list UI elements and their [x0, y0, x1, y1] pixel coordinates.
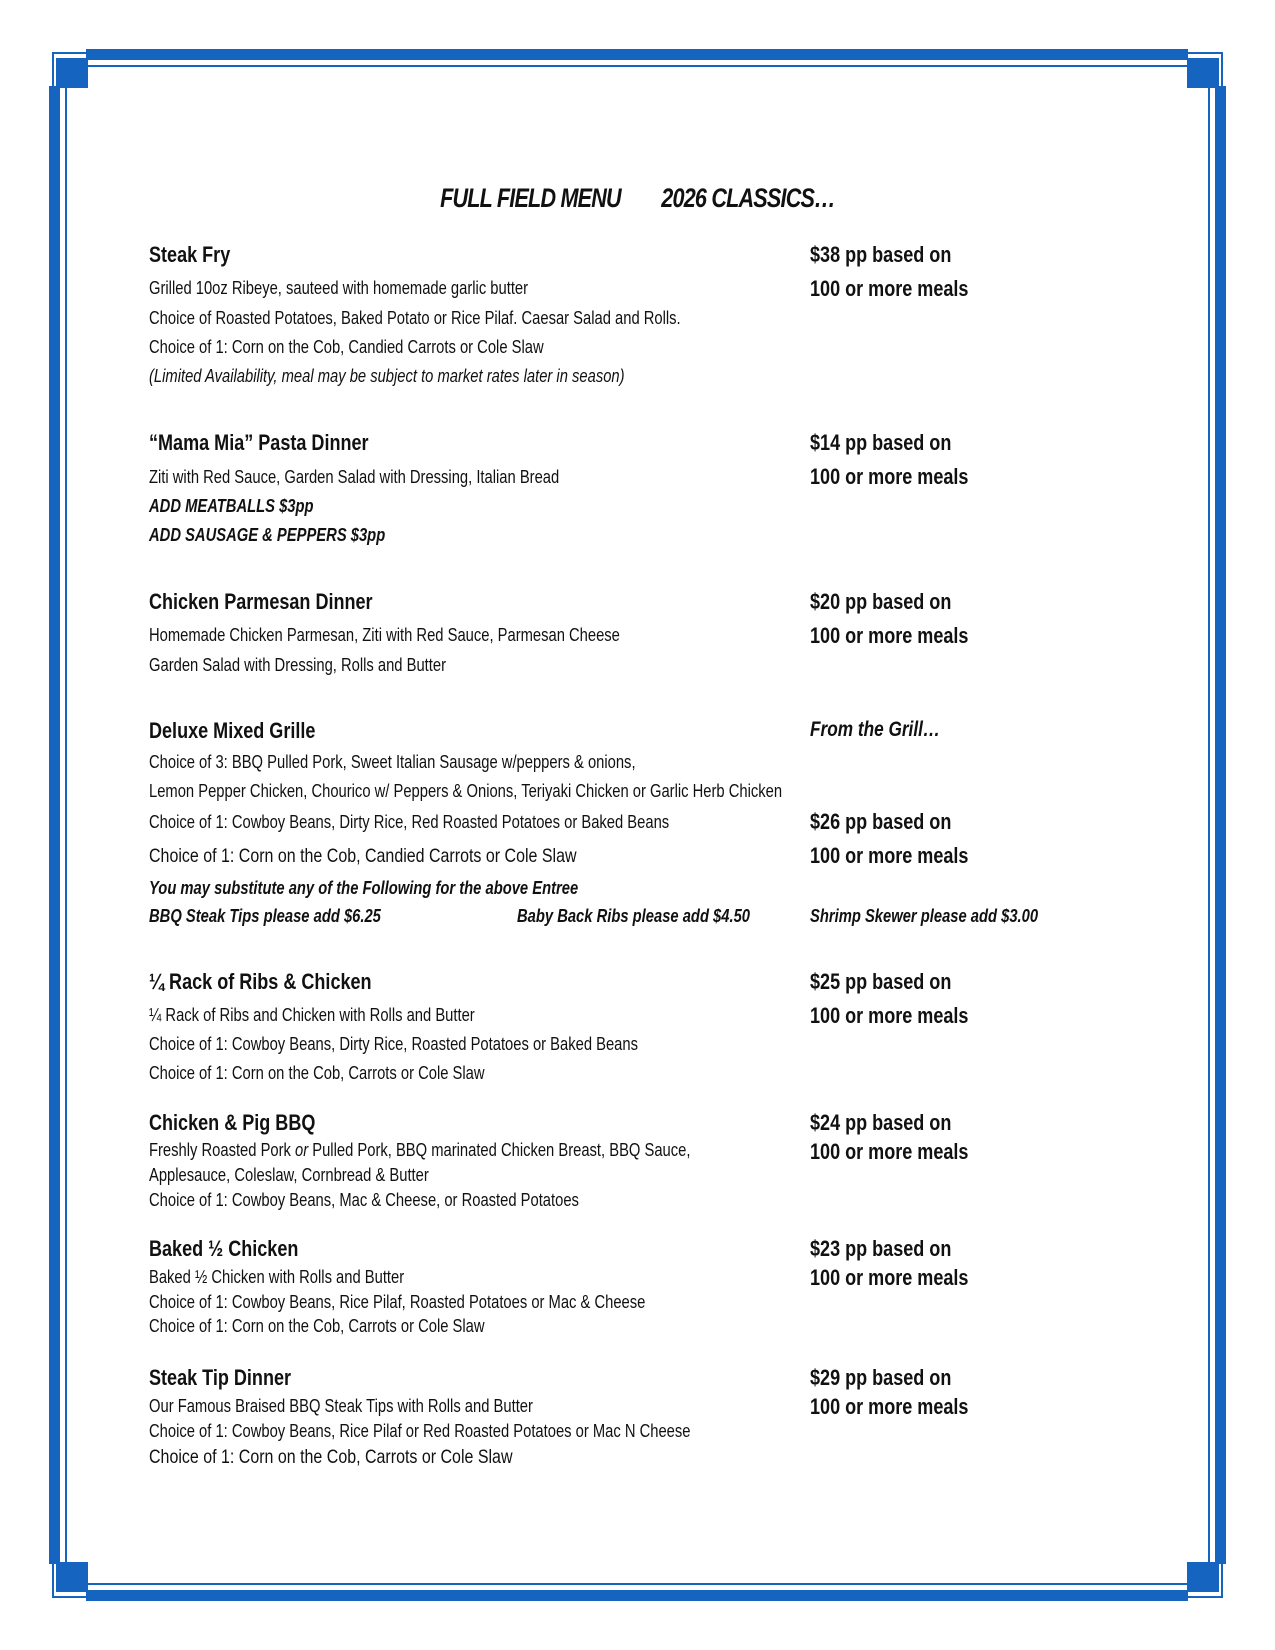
item-description: Choice of 1: Cowboy Beans, Rice Pilaf or Red Roasted Potatoes or Mac N Cheese — [149, 1421, 691, 1441]
item-price: $23 pp based on — [810, 1236, 952, 1261]
item-description: Choice of 1: Corn on the Cob, Carrots or Cole Slaw — [149, 1063, 485, 1083]
item-addon: ADD SAUSAGE & PEPPERS $3pp — [149, 525, 386, 545]
item-description: Choice of 1: Cowboy Beans, Dirty Rice, Roasted Potatoes or Baked Beans — [149, 1034, 638, 1054]
item-name: Chicken & Pig BBQ — [149, 1110, 316, 1135]
item-description: ¼ Rack of Ribs and Chicken with Rolls and Butter — [149, 1005, 475, 1025]
item-price-note: 100 or more meals — [810, 464, 969, 489]
item-price-note: 100 or more meals — [810, 623, 969, 648]
desc-or: or — [295, 1140, 309, 1160]
item-price-note: 100 or more meals — [810, 1139, 969, 1164]
substitute-note: You may substitute any of the Following for the above Entree — [149, 878, 579, 898]
item-price: $24 pp based on — [810, 1110, 952, 1135]
substitute-option: Shrimp Skewer please add $3.00 — [810, 906, 1039, 926]
item-description: Choice of 3: BBQ Pulled Pork, Sweet Italian Sausage w/peppers & onions, — [149, 752, 636, 772]
item-description: Our Famous Braised BBQ Steak Tips with Rolls and Butter — [149, 1396, 533, 1416]
item-description: Choice of 1: Corn on the Cob, Carrots or Cole Slaw — [149, 1316, 485, 1336]
item-price-note: 100 or more meals — [810, 1394, 969, 1419]
substitute-option: Baby Back Ribs please add $4.50 — [517, 906, 751, 926]
item-price: $29 pp based on — [810, 1365, 952, 1390]
item-description: Applesauce, Coleslaw, Cornbread & Butter — [149, 1165, 429, 1185]
item-description: Choice of 1: Cowboy Beans, Dirty Rice, Red Roasted Potatoes or Baked Beans — [149, 812, 670, 832]
grill-label: From the Grill… — [810, 718, 941, 741]
item-name: “Mama Mia” Pasta Dinner — [149, 430, 369, 455]
item-price-note: 100 or more meals — [810, 1003, 969, 1028]
desc-part: Pulled Pork, BBQ marinated Chicken Breast, BBQ Sauce, — [308, 1140, 691, 1160]
item-addon: ADD MEATBALLS $3pp — [149, 496, 314, 516]
desc-part: Freshly Roasted Pork — [149, 1140, 296, 1160]
item-price-note: 100 or more meals — [810, 843, 969, 868]
item-name: Steak Tip Dinner — [149, 1365, 292, 1390]
item-price: $38 pp based on — [810, 242, 952, 267]
item-description: Ziti with Red Sauce, Garden Salad with Dressing, Italian Bread — [149, 467, 560, 487]
substitute-option: BBQ Steak Tips please add $6.25 — [149, 906, 381, 926]
item-note: (Limited Availability, meal may be subject to market rates later in season) — [149, 366, 625, 386]
menu-subtitle: 2026 CLASSICS… — [661, 183, 835, 213]
item-description: Choice of 1: Cowboy Beans, Mac & Cheese, or Roasted Potatoes — [149, 1190, 579, 1210]
item-description: Baked ½ Chicken with Rolls and Butter — [149, 1267, 405, 1287]
item-description: Choice of 1: Corn on the Cob, Carrots or Cole Slaw — [149, 1446, 513, 1468]
item-description — [149, 1140, 690, 1161]
item-price: $25 pp based on — [810, 969, 952, 994]
item-description: Choice of Roasted Potatoes, Baked Potato or Rice Pilaf. Caesar Salad and Rolls. — [149, 308, 681, 328]
item-name: Steak Fry — [149, 242, 231, 267]
item-price-note: 100 or more meals — [810, 276, 969, 301]
item-name: Chicken Parmesan Dinner — [149, 589, 373, 614]
item-description: Choice of 1: Cowboy Beans, Rice Pilaf, Roasted Potatoes or Mac & Cheese — [149, 1292, 646, 1312]
page-title — [128, 183, 1148, 214]
item-price: $20 pp based on — [810, 589, 952, 614]
item-description: Garden Salad with Dressing, Rolls and Butter — [149, 655, 446, 675]
item-description: Lemon Pepper Chicken, Chourico w/ Peppers & Onions, Teriyaki Chicken or Garlic Herb Chicken — [149, 781, 783, 801]
item-price: $26 pp based on — [810, 809, 952, 834]
item-description: Choice of 1: Corn on the Cob, Candied Carrots or Cole Slaw — [149, 845, 577, 867]
item-name: Baked ½ Chicken — [149, 1236, 299, 1261]
item-description: Choice of 1: Corn on the Cob, Candied Carrots or Cole Slaw — [149, 337, 544, 357]
item-description: Homemade Chicken Parmesan, Ziti with Red Sauce, Parmesan Cheese — [149, 625, 620, 645]
item-name: Deluxe Mixed Grille — [149, 718, 316, 743]
menu-title: FULL FIELD MENU — [440, 183, 621, 213]
item-description: Grilled 10oz Ribeye, sauteed with homemade garlic butter — [149, 278, 529, 298]
item-price-note: 100 or more meals — [810, 1265, 969, 1290]
item-name: ¼ Rack of Ribs & Chicken — [149, 969, 372, 994]
item-price: $14 pp based on — [810, 430, 952, 455]
